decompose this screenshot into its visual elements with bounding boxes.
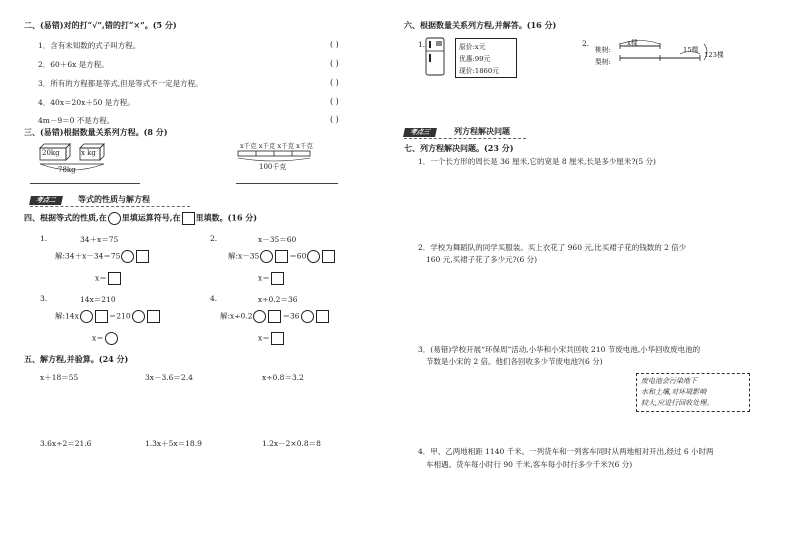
sec2-item-5: 4m－9＝0 不是方程。 [38, 116, 115, 125]
segment-diagram [236, 148, 326, 162]
problem-2-line1: 2．学校为舞蹈队的同学买服装。买上衣花了 960 元,比买裙子花的钱数的 2 倍少 [418, 243, 687, 252]
topic-underline-3 [404, 138, 526, 139]
sec4-title [24, 212, 257, 225]
sec2-item-1: 1．含有未知数的式子叫方程。 [38, 41, 141, 50]
number-square[interactable] [95, 310, 108, 323]
number-square[interactable] [322, 250, 335, 263]
q3-answer [92, 332, 119, 345]
q3-number: 3. [40, 294, 48, 303]
q1-equation: 34＋x＝75 [80, 235, 119, 244]
equation-4: 3.6x÷2＝21.6 [40, 439, 92, 448]
topic-badge-2: 考点二 [29, 196, 62, 205]
equation-3: x÷0.8＝3.2 [262, 373, 304, 382]
q1-answer [95, 272, 122, 285]
sec4-title-b: 里填运算符号,在 [121, 212, 181, 223]
pear-extra-label: 15棵 [683, 46, 699, 54]
sec4-title-a: 四、根据等式的性质,在 [24, 212, 107, 223]
topic-title-3: 列方程解决问题 [454, 126, 510, 136]
price-original: 原价:x元 [459, 43, 486, 51]
eco-tip-line-1: 废电池会污染地下 [641, 377, 697, 385]
problem-1: 1．一个长方形的周长是 36 厘米,它的宽是 8 厘米,长是多少厘米?(5 分) [418, 157, 656, 166]
answer-paren-1[interactable]: ( ) [330, 40, 339, 49]
operator-circle[interactable] [253, 310, 266, 323]
answer-square[interactable] [108, 272, 121, 285]
q3-step-mid: ＝210 [108, 311, 131, 321]
number-square[interactable] [275, 250, 288, 263]
circle-icon [108, 212, 121, 225]
total-segment-label: 100千克 [259, 163, 287, 171]
answer-square[interactable] [271, 272, 284, 285]
q4-equation: x÷0.2＝36 [258, 295, 298, 304]
eco-tip-note [636, 373, 750, 412]
operator-circle[interactable] [307, 250, 320, 263]
problem-3-line2: 节数是小宋的 2 倍。他们各回收多少节废电池?(6 分) [426, 357, 603, 366]
sec2-item-3: 3．所有的方程都是等式,但是等式不一定是方程。 [38, 79, 203, 88]
answer-line-2[interactable] [236, 183, 338, 184]
answer-line-1[interactable] [30, 183, 140, 184]
q2-step [228, 250, 336, 263]
q2-step-text: 解:x－35 [228, 251, 260, 261]
number-square[interactable] [147, 310, 160, 323]
price-current: 现价:1860元 [459, 67, 499, 75]
answer-paren-5[interactable]: ( ) [330, 115, 339, 124]
operator-circle[interactable] [260, 250, 273, 263]
peach-label: 桃树: [595, 46, 611, 54]
sec3-title: 三、(易错)根据数量关系列方程。(8 分) [24, 127, 168, 137]
operator-circle[interactable] [80, 310, 93, 323]
problem-4-line2: 车相遇。货车每小时行 90 千米,客车每小时行多少千米?(6 分) [426, 460, 633, 469]
weights-diagram [30, 142, 120, 182]
q4-step [220, 310, 330, 323]
box-label-2: x kg [81, 149, 96, 157]
operator-circle[interactable] [132, 310, 145, 323]
answer-paren-2[interactable]: ( ) [330, 59, 339, 68]
q1-answer-text: x＝ [95, 273, 107, 283]
q4-number: 4. [210, 294, 218, 303]
problem-3-line1: 3．(易错)学校开展“环保周”活动,小华和小宋共回收 210 节废电池,小华回收废电池的 [418, 345, 701, 354]
operator-circle[interactable] [121, 250, 134, 263]
number-square[interactable] [316, 310, 329, 323]
sec5-title: 五、解方程,并验算。(24 分) [24, 354, 129, 364]
sec4-title-c: 里填数。(16 分) [195, 212, 258, 223]
box-label-1: 20kg [42, 149, 60, 157]
pear-total-label: 123棵 [704, 51, 724, 59]
q3-step [55, 310, 161, 323]
square-icon [182, 212, 195, 225]
q3-step-text: 解:14x [55, 311, 79, 321]
answer-square[interactable] [271, 332, 284, 345]
number-square[interactable] [268, 310, 281, 323]
q4-step-mid: ＝36 [282, 311, 300, 321]
answer-circle[interactable] [105, 332, 118, 345]
fridge-icon [424, 37, 446, 79]
total-weight-label: 78kg [58, 166, 76, 174]
sec7-title: 七、列方程解决问题。(23 分) [404, 143, 514, 153]
peach-segment-label: x棵 [627, 39, 638, 47]
sec2-item-4: 4．40x＝20x＋50 是方程。 [38, 98, 135, 107]
operator-circle[interactable] [301, 310, 314, 323]
number-square[interactable] [136, 250, 149, 263]
q3-answer-text: x＝ [92, 333, 104, 343]
arc-labels: x千克 x千克 x千克 x千克 [240, 142, 313, 150]
pear-label: 梨树: [595, 58, 611, 66]
eco-tip-line-3: 较大,应进行回收处理。 [641, 399, 714, 407]
q1-step [55, 250, 150, 263]
eco-tip-line-2: 水和土壤,对环境影响 [641, 388, 707, 396]
problem-2-line2: 160 元,买裙子花了多少元?(6 分) [426, 255, 538, 264]
q2-answer-text: x＝ [258, 273, 270, 283]
problem-4-line1: 4．甲、乙两地相距 1140 千米。一列货车和一列客车同时从两地相对开出,经过 6 小时两 [418, 447, 714, 456]
q2-equation: x－35＝60 [258, 235, 297, 244]
sec2-title: 二、(易错)对的打“√”,错的打“×”。(5 分) [24, 20, 177, 30]
q2-answer [258, 272, 285, 285]
sec6-q1-number: 1. [418, 40, 426, 49]
topic-title-2: 等式的性质与解方程 [78, 194, 150, 204]
q2-number: 2. [210, 234, 218, 243]
sec2-item-2: 2．60＋6x 是方程。 [38, 60, 109, 69]
q4-answer-text: x＝ [258, 333, 270, 343]
q4-step-text: 解:x÷0.2 [220, 311, 253, 321]
q3-equation: 14x＝210 [80, 295, 116, 304]
q2-step-mid: ＝60 [289, 251, 307, 261]
equation-5: 1.3x＋5x＝18.9 [145, 439, 202, 448]
q1-number: 1. [40, 234, 48, 243]
topic-badge-3: 考点三 [403, 128, 436, 137]
answer-paren-4[interactable]: ( ) [330, 97, 339, 106]
sec6-title: 六、根据数量关系列方程,并解答。(16 分) [404, 20, 557, 30]
equation-1: x＋18＝55 [40, 373, 79, 382]
answer-paren-3[interactable]: ( ) [330, 78, 339, 87]
equation-6: 1.2x－2×0.8＝8 [262, 439, 321, 448]
q4-answer [258, 332, 285, 345]
topic-underline-2 [30, 206, 190, 207]
price-discount: 优惠:99元 [459, 55, 491, 63]
sec6-q2-number: 2. [582, 39, 590, 48]
equation-2: 3x－3.6＝2.4 [145, 373, 193, 382]
q1-step-text: 解:34＋x－34＝75 [55, 251, 121, 261]
